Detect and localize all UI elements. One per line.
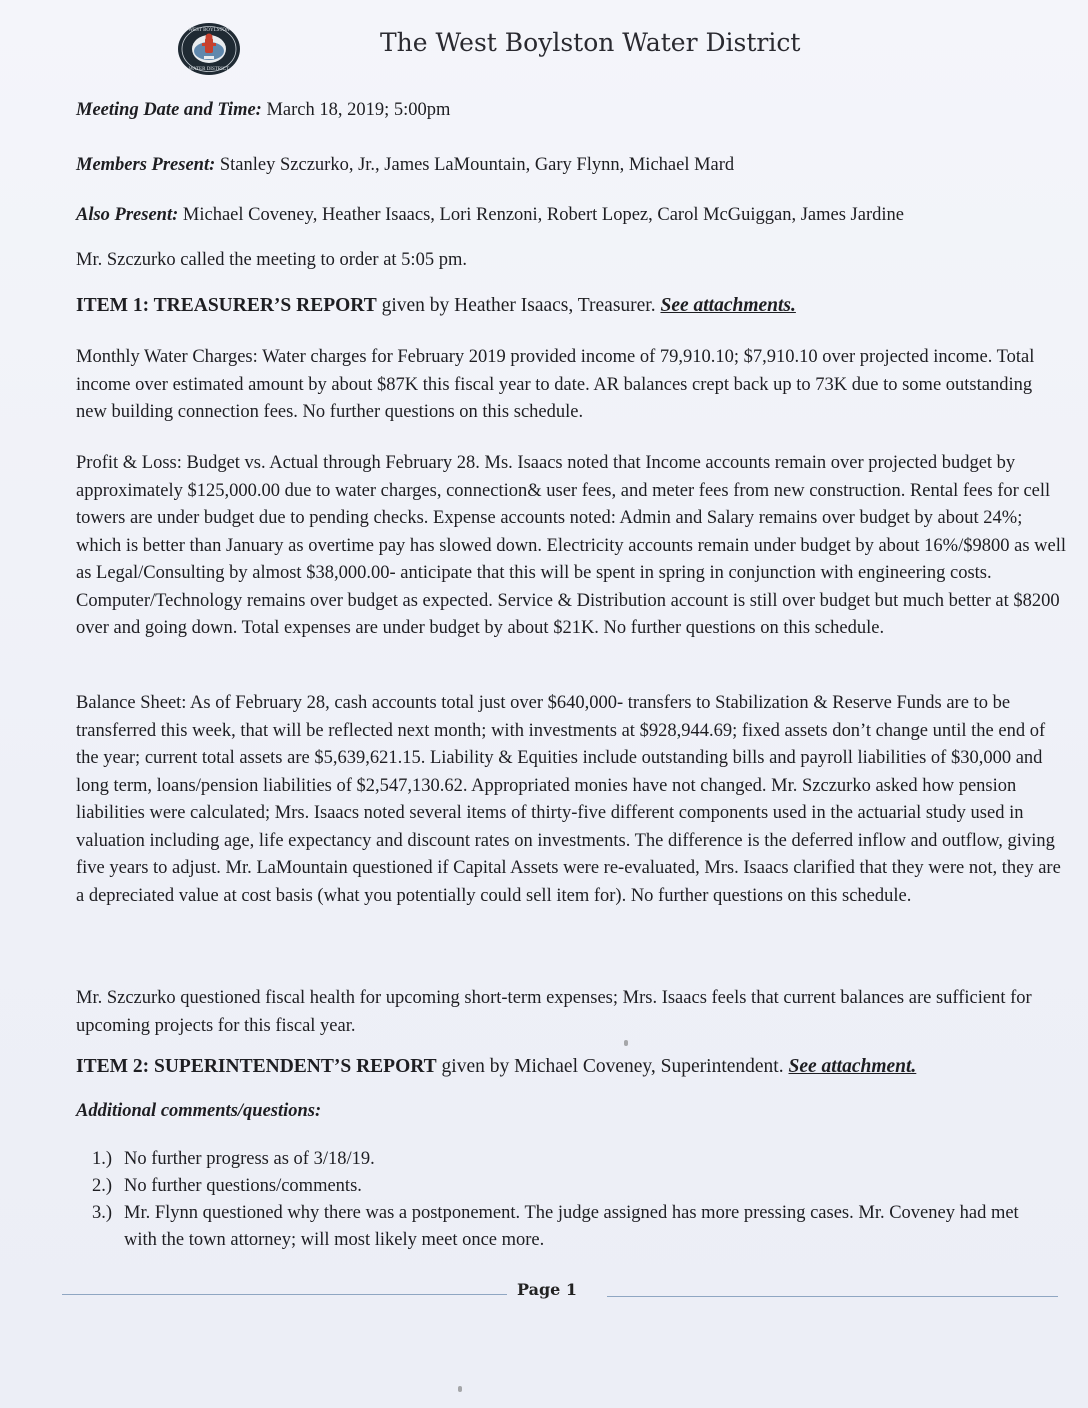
item2-see-attachment-link[interactable]: See attachment. xyxy=(788,1056,917,1077)
also-present-line xyxy=(76,203,904,227)
list-item-number: 1.) xyxy=(92,1149,113,1169)
svg-text:WATER DISTRICT: WATER DISTRICT xyxy=(188,67,230,72)
footer-rule-right xyxy=(607,1296,1058,1297)
item2-given-by: given by Michael Coveney, Superintendent. xyxy=(436,1056,789,1077)
list-item xyxy=(92,1173,1052,1200)
meeting-date-label: Meeting Date and Time: xyxy=(76,100,262,120)
profit-loss-paragraph: Profit & Loss: Budget vs. Actual through February 28. Ms. Isaacs noted that Income accounts remain over projected budget by approximately $125,000.00 due to water charges, connection& user fees, and meter fees from new construction. Rental fees for cell towers are under budget due to pending checks. Expense accounts noted: Admin and Salary remains over budget by about 24%; which is better than January as overtime pay has slowed down. Electricity accounts remain under budget by about 16%/$9800 as well as Legal/Consulting by almost $38,000.00- anticipate that this will be spent in spring in conjunction with engineering costs. Computer/Technology remains over budget as expected. Service & Distribution account is still over budget but much better at $8200 over and going down. Total expenses are under budget by about $21K. No further questions on this schedule. xyxy=(76,453,1066,638)
item2-heading-line xyxy=(76,1055,916,1079)
additional-comments-text: Additional comments/questions: xyxy=(76,1101,322,1121)
letterhead xyxy=(0,18,1088,78)
scan-speck xyxy=(624,1040,628,1046)
page-footer xyxy=(62,1278,1058,1308)
list-item-number: 2.) xyxy=(92,1176,113,1196)
item2-heading: ITEM 2: SUPERINTENDENT’S REPORT xyxy=(76,1056,437,1077)
svg-text:WEST BOYLSTON: WEST BOYLSTON xyxy=(188,28,230,33)
meeting-date-value: March 18, 2019; 5:00pm xyxy=(261,100,451,120)
document-title: The West Boylston Water District xyxy=(380,28,801,57)
item1-heading-line xyxy=(76,294,796,318)
item1-given-by: given by Heather Isaacs, Treasurer. xyxy=(376,295,661,316)
item1-heading: ITEM 1: TREASURER’S REPORT xyxy=(76,295,377,316)
footer-rule-left xyxy=(62,1294,507,1295)
additional-comments-label xyxy=(76,1099,321,1123)
call-to-order: Mr. Szczurko called the meeting to order at 5:05 pm. xyxy=(76,250,467,270)
page-number: Page 1 xyxy=(517,1280,578,1299)
members-present-label: Members Present: xyxy=(76,155,216,175)
scan-speck xyxy=(458,1386,462,1392)
balance-sheet-paragraph: Balance Sheet: As of February 28, cash accounts total just over $640,000- transfers to Stabilization & Reserve Funds are to be transferred this week, that will be reflected next month; with investments at $928,944.69; fixed assets don’t change until the end of the year; current total assets are $5,639,621.15. Liability & Equities include outstanding bills and payroll liabilities of $30,000 and long term, loans/pension liabilities of $2,547,130.62. Appropriated monies have not changed. Mr. Szczurko asked how pension liabilities were calculated; Mrs. Isaacs noted several items of thirty-five different components used in the actuarial study used in valuation including age, life expectancy and discount rates on investments. The difference is the deferred inflow and outflow, giving five years to adjust. Mr. LaMountain questioned if Capital Assets were re-evaluated, Mrs. Isaacs clarified that they were not, they are a depreciated value at cost basis (what you potentially could sell item for). No further questions on this schedule. xyxy=(76,693,1061,906)
list-item-text: Mr. Flynn questioned why there was a postponement. The judge assigned has more pressing cases. Mr. Coveney had met with the town attorney; will most likely meet once more. xyxy=(124,1203,1019,1250)
list-item-text: No further questions/comments. xyxy=(124,1176,362,1196)
district-seal-logo xyxy=(176,22,242,76)
item1-see-attachments-link[interactable]: See attachments. xyxy=(660,295,796,316)
meeting-date-line xyxy=(76,98,450,122)
fiscal-health-paragraph: Mr. Szczurko questioned fiscal health for upcoming short-term expenses; Mrs. Isaacs feels that current balances are sufficient for upcoming projects for this fiscal year. xyxy=(76,988,1032,1036)
also-present-value: Michael Coveney, Heather Isaacs, Lori Renzoni, Robert Lopez, Carol McGuiggan, James Jardine xyxy=(178,205,904,225)
list-item-text: No further progress as of 3/18/19. xyxy=(124,1149,375,1169)
monthly-water-charges-paragraph: Monthly Water Charges: Water charges for February 2019 provided income of 79,910.10; $7,910.10 over projected income. Total income over estimated amount by about $87K this fiscal year to date. AR balances crept back up to 73K due to some outstanding new building connection fees. No further questions on this schedule. xyxy=(76,347,1035,422)
list-item xyxy=(92,1200,1052,1254)
list-item xyxy=(92,1146,1052,1173)
also-present-label: Also Present: xyxy=(76,205,179,225)
members-present-value: Stanley Szczurko, Jr., James LaMountain, Gary Flynn, Michael Mard xyxy=(215,155,735,175)
list-item-number: 3.) xyxy=(92,1203,113,1223)
members-present-line xyxy=(76,153,734,177)
comments-list xyxy=(92,1146,1052,1254)
